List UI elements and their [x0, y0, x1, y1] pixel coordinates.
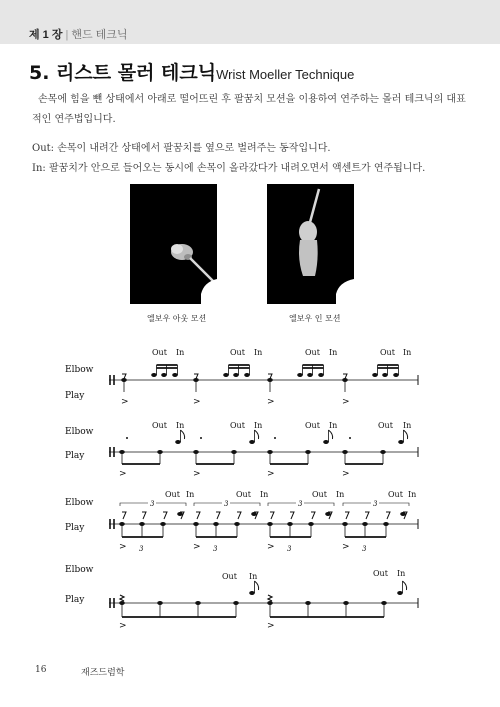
out-label: Out [378, 421, 393, 430]
accent-mark: > [267, 621, 275, 631]
hand-out-motion-photo [130, 184, 217, 304]
row3-play-label: Play [65, 523, 85, 533]
note-head [249, 591, 255, 595]
rhythm-dot [349, 437, 351, 439]
eighth-rest [311, 512, 315, 519]
note-head [400, 512, 406, 516]
eighth-rest [270, 512, 274, 519]
in-label: In [403, 421, 412, 430]
out-label: Out [305, 421, 320, 430]
running-head [29, 26, 128, 42]
row1-play-label: Play [65, 391, 85, 401]
triplet-number: 3 [224, 500, 229, 508]
note-flag [403, 581, 407, 590]
eighth-rest [196, 512, 200, 519]
triplet-bracket [379, 503, 409, 506]
note-head [249, 440, 255, 444]
caption-out-motion: 엘보우 아웃 모션 [147, 314, 207, 323]
note-head [323, 440, 329, 444]
in-label: In [329, 348, 338, 357]
accent-mark: > [267, 469, 275, 479]
accent-mark: > [342, 542, 350, 552]
notation-score [0, 340, 500, 640]
accent-mark: > [267, 397, 275, 407]
in-label: In [254, 421, 263, 430]
note-head [172, 373, 178, 377]
out-label: Out [305, 348, 320, 357]
eighth-rest [386, 512, 390, 519]
note-head [251, 512, 257, 516]
out-label: Out [165, 490, 180, 499]
triplet-bracket [194, 503, 222, 506]
row3-elbow-label: Elbow [65, 498, 94, 508]
in-label: In [176, 348, 185, 357]
note-flag [255, 430, 259, 439]
in-label: In [397, 569, 406, 578]
row4-play-label: Play [65, 595, 85, 605]
note-head [297, 373, 303, 377]
triplet-number: 3 [213, 545, 218, 553]
note-head [307, 373, 313, 377]
out-label: Out [152, 421, 167, 430]
triplet-bracket [120, 503, 148, 506]
accent-mark: > [193, 542, 201, 552]
accent-mark: > [193, 469, 201, 479]
header-separator: | [65, 29, 69, 41]
in-label: In [403, 348, 412, 357]
accent-mark: > [119, 621, 127, 631]
note-head [175, 440, 181, 444]
in-label: In [408, 490, 417, 499]
out-label: Out [222, 572, 237, 581]
eighth-rest [365, 512, 369, 519]
accent-mark: > [119, 542, 127, 552]
accent-mark: > [193, 397, 201, 407]
note-head [397, 591, 403, 595]
note-head [393, 373, 399, 377]
row1-elbow-label: Elbow [65, 365, 94, 375]
note-head [177, 512, 183, 516]
row4-elbow-label: Elbow [65, 565, 94, 575]
note-head [244, 373, 250, 377]
in-label: In [186, 490, 195, 499]
note-head [161, 373, 167, 377]
rhythm-dot [274, 437, 276, 439]
note-head [151, 373, 157, 377]
definition-out: Out: 손목이 내려간 상태에서 팔꿈치를 옆으로 벌려주는 동작입니다. [32, 143, 331, 154]
eighth-rest [290, 512, 294, 519]
quarter-rest [268, 595, 272, 601]
eighth-rest [216, 512, 220, 519]
section-title-english: Wrist Moeller Technique [216, 67, 355, 82]
in-label: In [249, 572, 258, 581]
note-head [233, 373, 239, 377]
accent-mark: > [119, 469, 127, 479]
chapter-label: 제 1 장 [29, 29, 63, 41]
triplet-bracket [343, 503, 371, 506]
page-header [0, 0, 500, 44]
rhythm-dot [126, 437, 128, 439]
note-head [325, 512, 331, 516]
in-label: In [260, 490, 269, 499]
triplet-number: 3 [298, 500, 303, 508]
accent-mark: > [267, 542, 275, 552]
intro-paragraph: 손목에 힘을 뺀 상태에서 아래로 떨어뜨린 후 팔꿈치 모션을 이용하여 연주하는 몰러 테크닉의 대표적인 연주법입니다. [32, 94, 466, 125]
note-flag [181, 430, 185, 439]
note-head [342, 378, 348, 382]
section-label: 핸드 테크닉 [71, 29, 128, 41]
eighth-rest [237, 512, 241, 519]
page-number: 16 [35, 665, 47, 675]
definition-in: In: 팔꿈치가 안으로 들어오는 동시에 손목이 올라갔다가 내려오면서 액센트가 연주됩니다. [32, 163, 426, 174]
triplet-bracket [304, 503, 334, 506]
eighth-rest [122, 512, 126, 519]
triplet-number: 3 [150, 500, 155, 508]
triplet-bracket [268, 503, 296, 506]
eighth-rest [163, 512, 167, 519]
out-label: Out [230, 421, 245, 430]
book-title: 재즈드럼학 [81, 668, 125, 678]
out-label: Out [236, 490, 251, 499]
in-label: In [254, 348, 263, 357]
triplet-bracket [156, 503, 186, 506]
out-label: Out [152, 348, 167, 357]
section-title-korean: 5. 리스트 몰러 테크닉 [29, 62, 217, 84]
row2-elbow-label: Elbow [65, 427, 94, 437]
note-head [267, 378, 273, 382]
note-flag [404, 430, 408, 439]
note-flag [255, 581, 259, 590]
out-label: Out [388, 490, 403, 499]
triplet-number: 3 [139, 545, 144, 553]
hand-in-motion-photo [267, 184, 354, 304]
in-label: In [176, 421, 185, 430]
note-head [193, 378, 199, 382]
row2-play-label: Play [65, 451, 85, 461]
note-head [318, 373, 324, 377]
note-head [398, 440, 404, 444]
eighth-rest [142, 512, 146, 519]
section-title [29, 58, 354, 85]
rhythm-dot [200, 437, 202, 439]
triplet-bracket [230, 503, 260, 506]
note-head [223, 373, 229, 377]
note-flag [329, 430, 333, 439]
note-head [382, 373, 388, 377]
note-head [372, 373, 378, 377]
out-label: Out [230, 348, 245, 357]
caption-in-motion: 엘보우 인 모션 [289, 314, 341, 323]
accent-mark: > [342, 469, 350, 479]
in-label: In [329, 421, 338, 430]
out-label: Out [312, 490, 327, 499]
out-label: Out [373, 569, 388, 578]
accent-mark: > [121, 397, 129, 407]
out-label: Out [380, 348, 395, 357]
quarter-rest [120, 595, 124, 601]
triplet-number: 3 [373, 500, 378, 508]
note-head [121, 378, 127, 382]
eighth-rest [345, 512, 349, 519]
accent-mark: > [342, 397, 350, 407]
triplet-number: 3 [362, 545, 367, 553]
triplet-number: 3 [287, 545, 292, 553]
in-label: In [336, 490, 345, 499]
